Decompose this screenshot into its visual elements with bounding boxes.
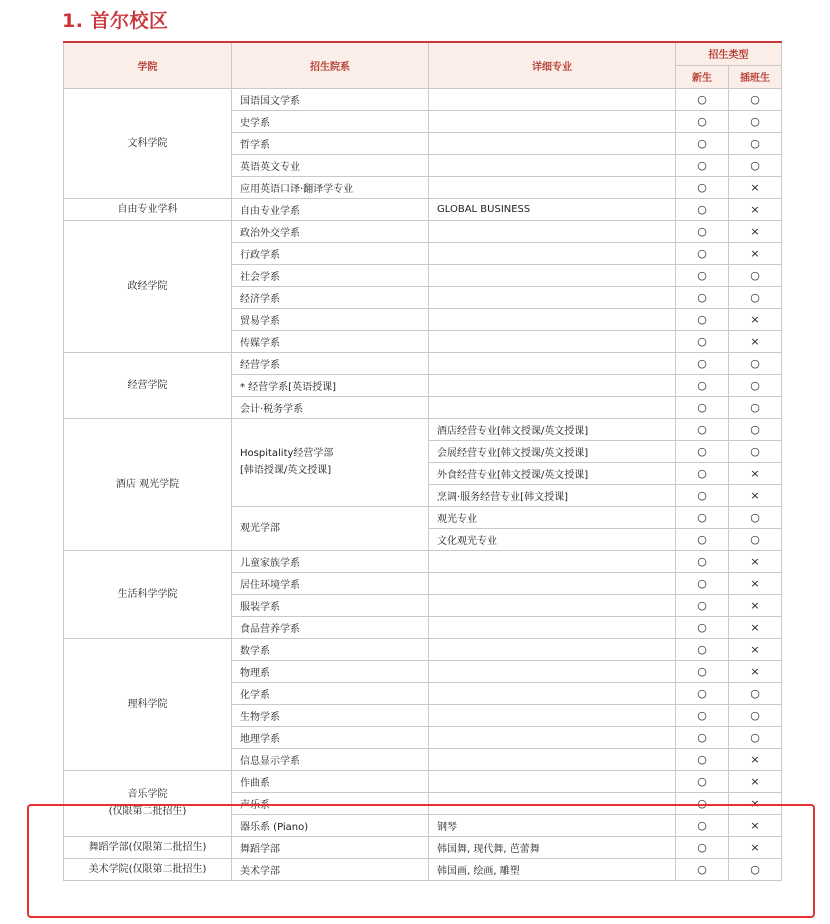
table-body [64,88,782,880]
major-cell [429,704,676,726]
major-cell [429,242,676,264]
major-cell: 韩国画, 绘画, 雕塑 [429,858,676,880]
college-cell: 美术学院(仅限第二批招生) [64,858,232,880]
department-cell: * 经营学系[英语授课] [232,374,429,396]
college-cell: 生活科学学院 [64,550,232,638]
college-cell: 理科学院 [64,638,232,770]
department-cell: 生物学系 [232,704,429,726]
major-cell [429,550,676,572]
department-cell: 哲学系 [232,132,429,154]
major-cell [429,286,676,308]
major-cell [429,726,676,748]
major-cell [429,572,676,594]
major-cell [429,308,676,330]
major-cell [429,110,676,132]
transfer-mark: ○ [729,154,782,176]
freshman-mark: ○ [676,638,729,660]
freshman-mark: ○ [676,418,729,440]
transfer-mark: ○ [729,132,782,154]
department-cell: 儿童家族学系 [232,550,429,572]
department-cell: 政治外交学系 [232,220,429,242]
transfer-mark: ○ [729,418,782,440]
freshman-mark: ○ [676,792,729,814]
major-cell: 酒店经营专业[韩文授课/英文授课] [429,418,676,440]
department-cell: 食品营养学系 [232,616,429,638]
freshman-mark: ○ [676,660,729,682]
department-cell: 经营学系 [232,352,429,374]
college-cell: 音乐学院 (仅限第二批招生) [64,770,232,836]
department-cell: 史学系 [232,110,429,132]
major-cell [429,594,676,616]
table-row [64,770,782,792]
freshman-mark: ○ [676,308,729,330]
transfer-mark: × [729,330,782,352]
freshman-mark: ○ [676,242,729,264]
admission-table [63,41,782,881]
department-cell: 化学系 [232,682,429,704]
department-cell: Hospitality经营学部 [韩语授课/英文授课] [232,418,429,506]
college-cell: 自由专业学科 [64,198,232,220]
transfer-mark: × [729,462,782,484]
department-cell: 声乐系 [232,792,429,814]
freshman-mark: ○ [676,770,729,792]
major-cell: 文化观光专业 [429,528,676,550]
freshman-mark: ○ [676,748,729,770]
freshman-mark: ○ [676,286,729,308]
transfer-mark: × [729,814,782,836]
header-major: 详细专业 [429,42,676,88]
transfer-mark: × [729,176,782,198]
department-cell: 舞蹈学部 [232,836,429,858]
department-cell: 物理系 [232,660,429,682]
transfer-mark: × [729,484,782,506]
transfer-mark: ○ [729,704,782,726]
transfer-mark: × [729,836,782,858]
major-cell [429,638,676,660]
transfer-mark: ○ [729,352,782,374]
department-cell: 贸易学系 [232,308,429,330]
transfer-mark: × [729,594,782,616]
table-row [64,638,782,660]
freshman-mark: ○ [676,176,729,198]
header-college: 学院 [64,42,232,88]
college-cell: 文科学院 [64,88,232,198]
freshman-mark: ○ [676,462,729,484]
transfer-mark: × [729,220,782,242]
department-cell: 行政学系 [232,242,429,264]
department-cell: 应用英语口译·翻译学专业 [232,176,429,198]
department-cell: 经济学系 [232,286,429,308]
transfer-mark: ○ [729,110,782,132]
major-cell: 观光专业 [429,506,676,528]
major-cell [429,88,676,110]
table-row [64,198,782,220]
major-cell [429,660,676,682]
freshman-mark: ○ [676,352,729,374]
major-cell [429,396,676,418]
transfer-mark: ○ [729,506,782,528]
freshman-mark: ○ [676,528,729,550]
freshman-mark: ○ [676,682,729,704]
transfer-mark: × [729,792,782,814]
freshman-mark: ○ [676,858,729,880]
major-cell: 会展经营专业[韩文授课/英文授课] [429,440,676,462]
transfer-mark: × [729,198,782,220]
header-department: 招生院系 [232,42,429,88]
major-cell [429,176,676,198]
department-cell: 美术学部 [232,858,429,880]
department-cell: 地理学系 [232,726,429,748]
department-cell: 居住环境学系 [232,572,429,594]
transfer-mark: ○ [729,440,782,462]
major-cell: GLOBAL BUSINESS [429,198,676,220]
major-cell [429,132,676,154]
transfer-mark: × [729,242,782,264]
freshman-mark: ○ [676,198,729,220]
college-cell: 政经学院 [64,220,232,352]
table-row [64,858,782,880]
major-cell [429,220,676,242]
freshman-mark: ○ [676,836,729,858]
table-row [64,836,782,858]
table-row [64,352,782,374]
transfer-mark: × [729,616,782,638]
transfer-mark: × [729,770,782,792]
freshman-mark: ○ [676,132,729,154]
transfer-mark: ○ [729,88,782,110]
header-freshman: 新生 [676,65,729,88]
transfer-mark: × [729,572,782,594]
freshman-mark: ○ [676,396,729,418]
major-cell [429,682,676,704]
transfer-mark: ○ [729,396,782,418]
department-cell: 信息显示学系 [232,748,429,770]
major-cell [429,748,676,770]
major-cell: 烹调·服务经营专业[韩文授课] [429,484,676,506]
major-cell [429,352,676,374]
freshman-mark: ○ [676,88,729,110]
freshman-mark: ○ [676,330,729,352]
transfer-mark: × [729,660,782,682]
major-cell [429,616,676,638]
table-row [64,418,782,440]
table-row [64,220,782,242]
freshman-mark: ○ [676,440,729,462]
freshman-mark: ○ [676,506,729,528]
department-cell: 会计·税务学系 [232,396,429,418]
department-cell: 器乐系 (Piano) [232,814,429,836]
major-cell [429,792,676,814]
header-transfer: 插班生 [729,65,782,88]
department-cell: 观光学部 [232,506,429,550]
college-cell: 酒店 观光学院 [64,418,232,550]
freshman-mark: ○ [676,814,729,836]
department-cell: 服装学系 [232,594,429,616]
major-cell [429,770,676,792]
major-cell [429,154,676,176]
major-cell [429,374,676,396]
department-cell: 作曲系 [232,770,429,792]
department-cell: 数学系 [232,638,429,660]
transfer-mark: ○ [729,286,782,308]
department-cell: 传媒学系 [232,330,429,352]
department-cell: 英语英文专业 [232,154,429,176]
transfer-mark: ○ [729,726,782,748]
freshman-mark: ○ [676,550,729,572]
transfer-mark: ○ [729,858,782,880]
transfer-mark: ○ [729,682,782,704]
department-cell: 社会学系 [232,264,429,286]
freshman-mark: ○ [676,726,729,748]
department-cell: 自由专业学系 [232,198,429,220]
college-cell: 经营学院 [64,352,232,418]
freshman-mark: ○ [676,594,729,616]
department-cell: 国语国文学系 [232,88,429,110]
freshman-mark: ○ [676,374,729,396]
freshman-mark: ○ [676,572,729,594]
major-cell: 钢琴 [429,814,676,836]
header-admission-type: 招生类型 [676,42,782,65]
table-row [64,550,782,572]
transfer-mark: × [729,308,782,330]
major-cell: 外食经营专业[韩文授课/英文授课] [429,462,676,484]
freshman-mark: ○ [676,616,729,638]
freshman-mark: ○ [676,264,729,286]
section-title: 1. 首尔校区 [62,10,169,32]
major-cell [429,330,676,352]
transfer-mark: ○ [729,374,782,396]
freshman-mark: ○ [676,484,729,506]
college-cell: 舞蹈学部(仅限第二批招生) [64,836,232,858]
transfer-mark: ○ [729,264,782,286]
transfer-mark: ○ [729,528,782,550]
major-cell: 韩国舞, 现代舞, 芭蕾舞 [429,836,676,858]
transfer-mark: × [729,550,782,572]
freshman-mark: ○ [676,220,729,242]
table-row [64,88,782,110]
transfer-mark: × [729,638,782,660]
transfer-mark: × [729,748,782,770]
major-cell [429,264,676,286]
freshman-mark: ○ [676,704,729,726]
freshman-mark: ○ [676,110,729,132]
freshman-mark: ○ [676,154,729,176]
